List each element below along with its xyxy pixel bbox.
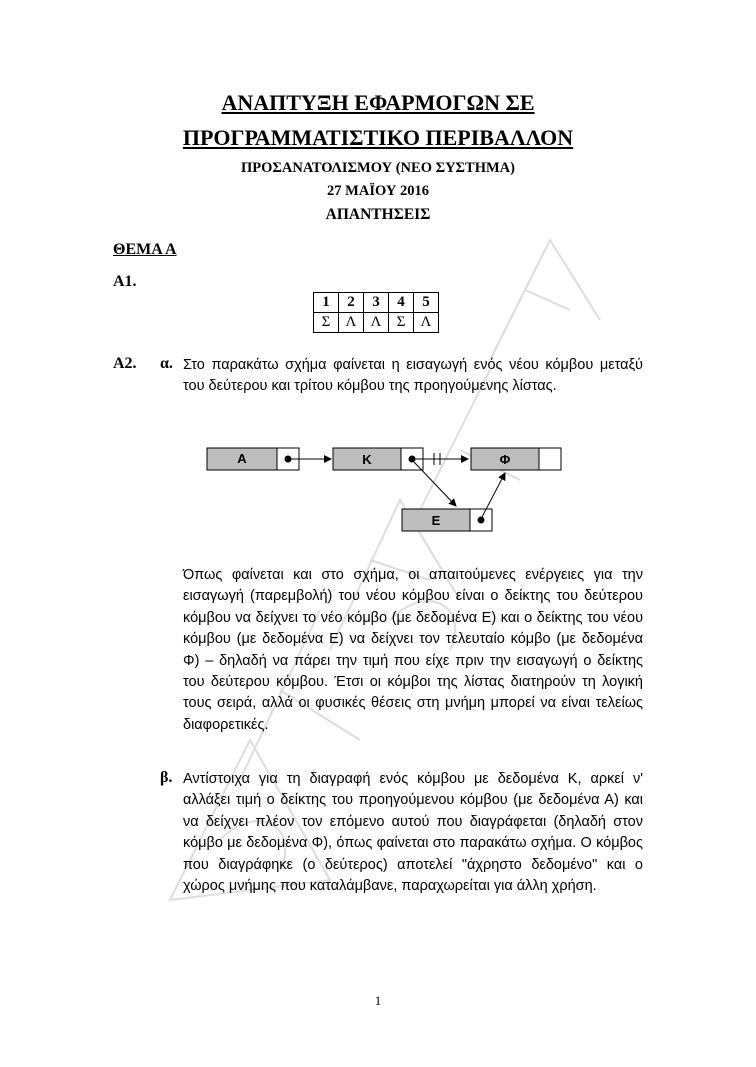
a1-label: Α1.	[113, 273, 137, 290]
answers-label: ΑΠΑΝΤΗΣΕΙΣ	[325, 206, 431, 223]
beta-text: Αντίστοιχα για τη διαγραφή ενός κόμβου με δεδομένα Κ, αρκεί ν' αλλάξει τιμή ο δείκτης του προηγούμενου κόμβου (με δεδομένα Α) και να δείχνει πλέον τον επόμενο αυτού που διαγράφεται (δηλαδή στον κόμβο με δεδομένα Φ), όπως φαίνεται στο παρακάτω σχήμα. Ο κόμβος που διαγράφηκε (ο δεύτερος) αποτελεί "άχρηστο δεδομένο" και ο χώρος μνήμης που καταλάμβανε, παραχωρείται για άλλη χρήση.	[183, 771, 643, 895]
node-a	[207, 448, 299, 470]
table-cell: 2	[339, 293, 364, 313]
node-a-label: Α	[237, 451, 247, 466]
title-line-2: ΠΡΟΓΡΑΜΜΑΤΙΣΤΙΚΟ ΠΕΡΙΒΑΛΛΟΝ	[182, 125, 574, 150]
table-cell: 5	[414, 293, 439, 313]
node-e	[402, 509, 492, 531]
table-cell: Λ	[339, 313, 364, 333]
node-k	[333, 448, 423, 470]
node-e-label: Ε	[431, 513, 441, 528]
pointer-k-to-e	[414, 462, 456, 506]
alpha-explanation: Όπως φαίνεται και στο σχήμα, οι απαιτούμενες ενέργειες για την εισαγωγή (παρεμβολή) του νέου κόμβου είναι ο δείκτης του δεύτερου κόμβου να δείχνει το νέο κόμβο (με δεδομένα Ε) και ο δείκτης του νέου κόμβου (με δεδομένα Ε) να δείχνει τον τελευταίο κόμβο (με δεδομένα Φ) – δηλαδή να πάρει την τιμή που είχε πριν την εισαγωγή ο δείκτης του δεύτερου κόμβου. Έτσι οι κόμβοι της λίστας διατηρούν τη λογική τους σειρά, αλλά οι φυσικές θέσεις στη μνήμη μπορεί να είναι τελείως διαφορετικές.	[183, 567, 643, 733]
title-line-1: ΑΝΑΠΤΥΞΗ ΕΦΑΡΜΟΓΩΝ ΣΕ	[221, 90, 535, 115]
linked-list-diagram	[200, 440, 570, 540]
alpha-intro: Στο παρακάτω σχήμα φαίνεται η εισαγωγή ενός νέου κόμβου μεταξύ του δεύτερου και τρίτου κόμβου της προηγούμενης λίστας.	[183, 357, 643, 395]
node-f	[471, 448, 561, 470]
a2-label: Α2.	[113, 355, 137, 372]
pointer-e-to-f	[482, 473, 505, 517]
answers-table	[313, 292, 439, 333]
table-cell: Λ	[414, 313, 439, 333]
table-cell: Σ	[314, 313, 339, 333]
beta-label: β.	[160, 769, 173, 786]
table-cell: 3	[364, 293, 389, 313]
table-cell: 4	[389, 293, 414, 313]
table-cell: 1	[314, 293, 339, 313]
node-f-label: Φ	[499, 452, 511, 467]
alpha-label: α.	[160, 355, 173, 372]
table-row	[314, 293, 439, 313]
table-row	[314, 313, 439, 333]
page-number: 1	[374, 993, 382, 1008]
table-cell: Σ	[389, 313, 414, 333]
subtitle: ΠΡΟΣΑΝΑΤΟΛΙΣΜΟΥ (ΝΕΟ ΣΥΣΤΗΜΑ)	[241, 160, 515, 176]
exam-date: 27 ΜΑΪΟΥ 2016	[327, 183, 429, 199]
section-title: ΘΕΜΑ Α	[113, 241, 177, 258]
node-k-label: Κ	[362, 452, 372, 467]
table-cell: Λ	[364, 313, 389, 333]
